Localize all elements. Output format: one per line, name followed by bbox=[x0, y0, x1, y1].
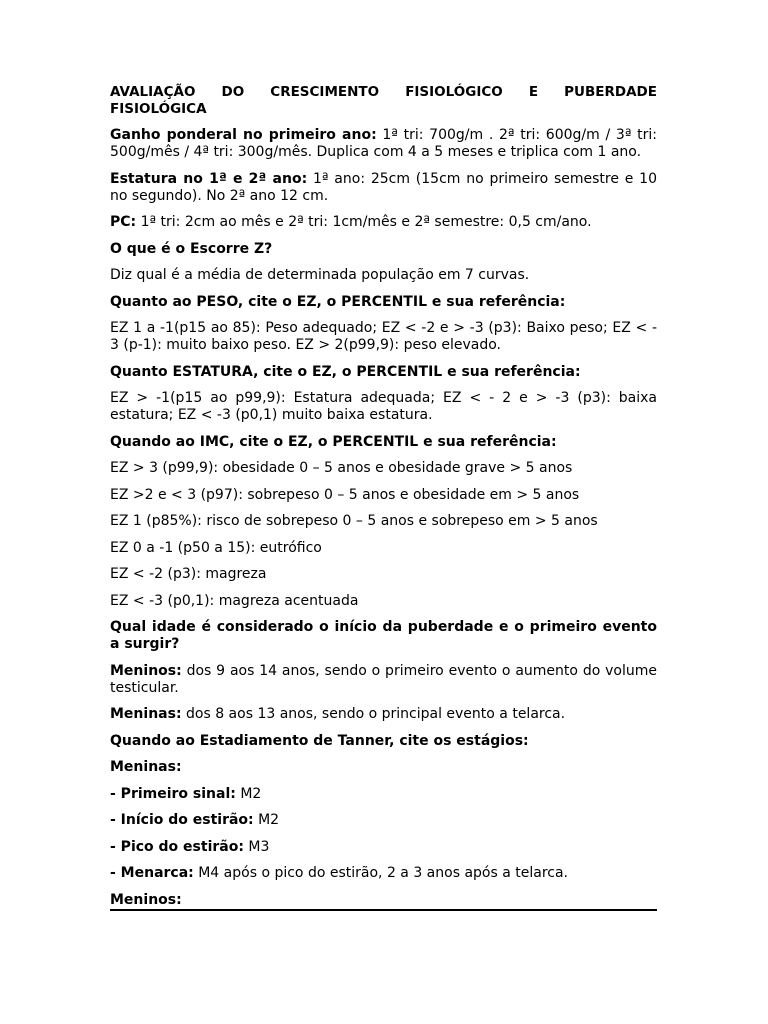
tanner-item bbox=[110, 839, 657, 856]
boys-text: dos 9 aos 14 anos, sendo o primeiro evento o aumento do volume testicular. bbox=[110, 662, 657, 696]
boys-heading: Meninos: bbox=[110, 891, 182, 908]
height-text: 1ª ano: 25cm (15cm no primeiro semestre e 10 no segundo). No 2ª ano 12 cm. bbox=[110, 170, 657, 204]
imc-item: EZ 0 a -1 (p50 a 15): eutrófico bbox=[110, 539, 322, 556]
tanner-label: - Início do estirão: bbox=[110, 812, 254, 828]
tanner-text: M2 bbox=[253, 812, 280, 828]
question-tanner: Quando ao Estadiamento de Tanner, cite os estágios: bbox=[110, 732, 529, 749]
question-weight: Quanto ao PESO, cite o EZ, o PERCENTIL e sua referência: bbox=[110, 293, 566, 310]
imc-item: EZ > 3 (p99,9): obesidade 0 – 5 anos e obesidade grave > 5 anos bbox=[110, 460, 573, 476]
question-puberty: Qual idade é considerado o início da puberdade e o primeiro evento a surgir? bbox=[110, 619, 657, 652]
height-label: Estatura no 1ª e 2ª ano: bbox=[110, 170, 308, 187]
document-title bbox=[110, 84, 657, 118]
tanner-item bbox=[110, 812, 657, 829]
answer-z-score: Diz qual é a média de determinada população em 7 curvas. bbox=[110, 267, 530, 283]
girls-text: dos 8 aos 13 anos, sendo o principal evento a telarca. bbox=[181, 706, 566, 722]
imc-item: EZ 1 (p85%): risco de sobrepeso 0 – 5 anos e sobrepeso em > 5 anos bbox=[110, 513, 598, 529]
tanner-text: M2 bbox=[235, 785, 262, 802]
imc-item: EZ >2 e < 3 (p97): sobrepeso 0 – 5 anos e obesidade em > 5 anos bbox=[110, 486, 580, 503]
tanner-label: - Primeiro sinal: bbox=[110, 785, 236, 802]
title-line-2: FISIOLÓGICA bbox=[110, 101, 207, 117]
weight-gain-label: Ganho ponderal no primeiro ano: bbox=[110, 127, 377, 143]
answer-boys bbox=[110, 663, 657, 697]
question-stature: Quanto ESTATURA, cite o EZ, o PERCENTIL e sua referência: bbox=[110, 363, 581, 380]
girls-heading: Meninas: bbox=[110, 759, 182, 775]
tanner-text: M3 bbox=[243, 838, 270, 855]
question-imc: Quando ao IMC, cite o EZ, o PERCENTIL e sua referência: bbox=[110, 433, 557, 450]
page-bottom-rule bbox=[110, 909, 657, 911]
document-page bbox=[110, 84, 657, 918]
imc-item: EZ < -2 (p3): magreza bbox=[110, 566, 267, 582]
title-line-1: AVALIAÇÃO DO CRESCIMENTO FISIOLÓGICO E PUBERDADE bbox=[110, 84, 657, 100]
tanner-item bbox=[110, 786, 657, 803]
pc-text: 1ª tri: 2cm ao mês e 2ª tri: 1cm/mês e 2ª semestre: 0,5 cm/ano. bbox=[136, 214, 592, 230]
weight-gain-text: 1ª tri: 700g/m . 2ª tri: 600g/m / 3ª tri: 500g/mês / 4ª tri: 300g/mês. Duplica com 4 a 5 meses e triplica com 1 ano. bbox=[110, 127, 657, 160]
answer-stature: EZ > -1(p15 ao p99,9): Estatura adequada; EZ < - 2 e > -3 (p3): baixa estatura; EZ < -3 (p0,1) muito baixa estatura. bbox=[110, 390, 657, 423]
imc-item: EZ < -3 (p0,1): magreza acentuada bbox=[110, 592, 359, 609]
tanner-label: - Menarca: bbox=[110, 865, 194, 881]
paragraph-pc bbox=[110, 214, 657, 231]
answer-girls bbox=[110, 706, 657, 723]
paragraph-height bbox=[110, 171, 657, 205]
boys-label: Meninos: bbox=[110, 662, 182, 679]
tanner-item bbox=[110, 865, 657, 882]
pc-label: PC: bbox=[110, 214, 137, 230]
question-z-score: O que é o Escorre Z? bbox=[110, 240, 273, 257]
tanner-text: M4 após o pico do estirão, 2 a 3 anos após a telarca. bbox=[193, 865, 568, 881]
paragraph-weight-gain bbox=[110, 127, 657, 161]
girls-label: Meninas: bbox=[110, 706, 182, 722]
answer-weight: EZ 1 a -1(p15 ao 85): Peso adequado; EZ < -2 e > -3 (p3): Baixo peso; EZ < - 3 (p-1): muito baixo peso. EZ > 2(p99,9): peso elevado. bbox=[110, 320, 657, 353]
tanner-label: - Pico do estirão: bbox=[110, 838, 244, 855]
